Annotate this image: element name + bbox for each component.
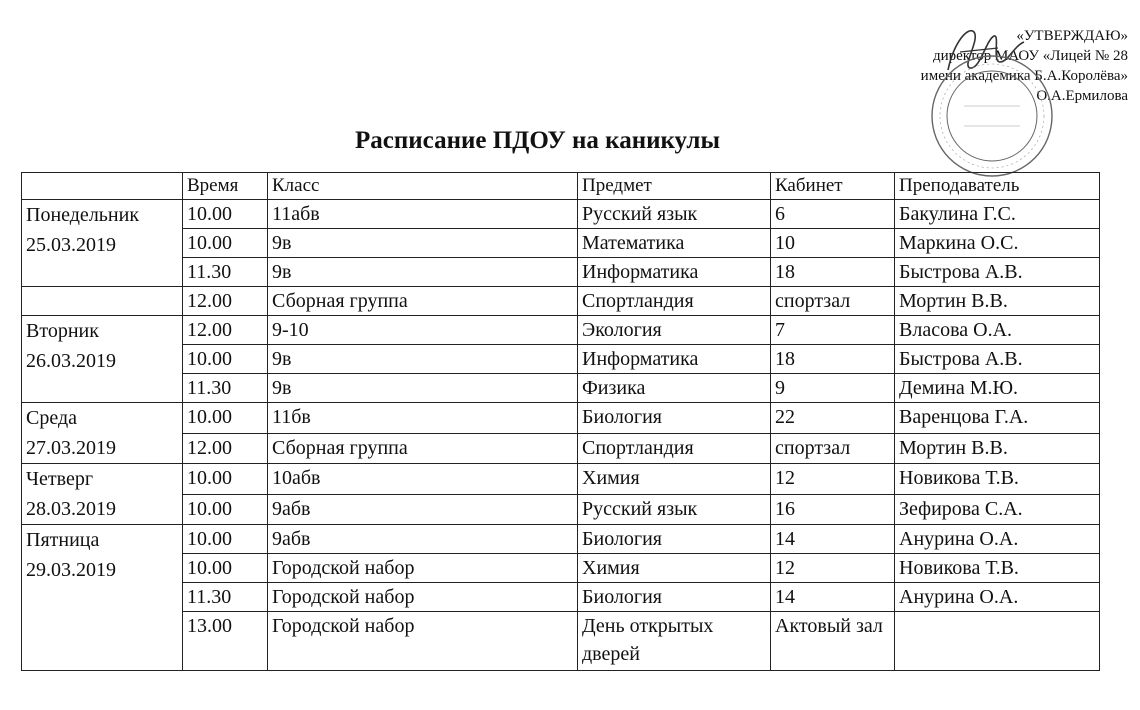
- subject-cell: День открытых дверей: [578, 612, 771, 671]
- class-cell: 10абв: [268, 464, 578, 495]
- day-name: Среда: [26, 407, 78, 429]
- teacher-cell: Зефирова С.А.: [895, 494, 1100, 525]
- header-subject: Предмет: [578, 173, 771, 200]
- subject-cell: Химия: [578, 554, 771, 583]
- schedule-table: [21, 172, 1100, 671]
- room-cell: 6: [771, 200, 895, 229]
- approval-organization: имени академика Б.А.Королёва»: [920, 68, 1128, 84]
- time-cell: 12.00: [183, 433, 268, 464]
- table-row: [22, 258, 1100, 287]
- class-cell: 11бв: [268, 403, 578, 434]
- room-cell: 12: [771, 554, 895, 583]
- header-room: Кабинет: [771, 173, 895, 200]
- approval-title: «УТВЕРЖДАЮ»: [1016, 28, 1128, 44]
- room-cell: спортзал: [771, 433, 895, 464]
- teacher-cell: [895, 612, 1100, 671]
- time-cell: 12.00: [183, 287, 268, 316]
- time-cell: 10.00: [183, 525, 268, 554]
- page-title: Расписание ПДОУ на каникулы: [355, 127, 720, 154]
- table-row: [22, 200, 1100, 229]
- class-cell: 9в: [268, 258, 578, 287]
- table-row: [22, 494, 1100, 525]
- teacher-cell: Анурина О.А.: [895, 525, 1100, 554]
- table-row: [22, 403, 1100, 434]
- room-cell: 16: [771, 494, 895, 525]
- room-cell: спортзал: [771, 287, 895, 316]
- day-date: 25.03.2019: [26, 234, 116, 256]
- teacher-cell: Новикова Т.В.: [895, 464, 1100, 495]
- class-cell: 9абв: [268, 525, 578, 554]
- day-date: 26.03.2019: [26, 350, 116, 372]
- table-row: [22, 374, 1100, 403]
- time-cell: 11.30: [183, 374, 268, 403]
- teacher-cell: Мортин В.В.: [895, 287, 1100, 316]
- subject-cell: Математика: [578, 229, 771, 258]
- table-row: [22, 464, 1100, 495]
- day-cell: [22, 200, 183, 287]
- table-row: [22, 583, 1100, 612]
- table-row: [22, 229, 1100, 258]
- class-cell: Сборная группа: [268, 287, 578, 316]
- room-cell: 9: [771, 374, 895, 403]
- day-date: 27.03.2019: [26, 437, 116, 459]
- stamp-icon: [928, 52, 1056, 180]
- subject-cell: Физика: [578, 374, 771, 403]
- day-cell: [22, 316, 183, 403]
- table-row: [22, 287, 1100, 316]
- table-row: [22, 525, 1100, 554]
- table-row: [22, 345, 1100, 374]
- time-cell: 11.30: [183, 583, 268, 612]
- teacher-cell: Варенцова Г.А.: [895, 403, 1100, 434]
- teacher-cell: Анурина О.А.: [895, 583, 1100, 612]
- header-time: Время: [183, 173, 268, 200]
- day-name: Четверг: [26, 468, 94, 490]
- time-cell: 13.00: [183, 612, 268, 671]
- day-name: Вторник: [26, 320, 99, 342]
- room-cell: 18: [771, 258, 895, 287]
- subject-cell: Биология: [578, 525, 771, 554]
- day-name: Пятница: [26, 529, 100, 551]
- time-cell: 10.00: [183, 403, 268, 434]
- table-row: [22, 612, 1100, 671]
- teacher-cell: Власова О.А.: [895, 316, 1100, 345]
- class-cell: 9в: [268, 229, 578, 258]
- teacher-cell: Демина М.Ю.: [895, 374, 1100, 403]
- time-cell: 10.00: [183, 345, 268, 374]
- class-cell: 9-10: [268, 316, 578, 345]
- teacher-cell: Маркина О.С.: [895, 229, 1100, 258]
- time-cell: 10.00: [183, 494, 268, 525]
- subject-cell: Русский язык: [578, 494, 771, 525]
- class-cell: 9в: [268, 374, 578, 403]
- subject-cell: Экология: [578, 316, 771, 345]
- day-date: 29.03.2019: [26, 559, 116, 581]
- class-cell: Городской набор: [268, 554, 578, 583]
- class-cell: Городской набор: [268, 583, 578, 612]
- subject-cell: Биология: [578, 403, 771, 434]
- room-cell: 7: [771, 316, 895, 345]
- time-cell: 11.30: [183, 258, 268, 287]
- room-cell: 22: [771, 403, 895, 434]
- room-cell: 18: [771, 345, 895, 374]
- approval-position: директор МАОУ «Лицей № 28: [932, 48, 1128, 64]
- teacher-cell: Быстрова А.В.: [895, 345, 1100, 374]
- room-cell: 14: [771, 583, 895, 612]
- teacher-cell: Бакулина Г.С.: [895, 200, 1100, 229]
- day-cell: [22, 464, 183, 525]
- class-cell: 9в: [268, 345, 578, 374]
- subject-cell: Биология: [578, 583, 771, 612]
- room-cell: 14: [771, 525, 895, 554]
- teacher-cell: Новикова Т.В.: [895, 554, 1100, 583]
- time-cell: 12.00: [183, 316, 268, 345]
- time-cell: 10.00: [183, 464, 268, 495]
- header-row: [22, 173, 1100, 200]
- day-cell-empty: [22, 287, 183, 316]
- time-cell: 10.00: [183, 200, 268, 229]
- subject-cell: Химия: [578, 464, 771, 495]
- class-cell: 9абв: [268, 494, 578, 525]
- day-cell: [22, 525, 183, 671]
- teacher-cell: Быстрова А.В.: [895, 258, 1100, 287]
- header-day: [22, 173, 183, 200]
- table-row: [22, 316, 1100, 345]
- teacher-cell: Мортин В.В.: [895, 433, 1100, 464]
- header-teacher: Преподаватель: [895, 173, 1100, 200]
- room-cell: Актовый зал: [771, 612, 895, 671]
- time-cell: 10.00: [183, 229, 268, 258]
- header-class: Класс: [268, 173, 578, 200]
- subject-cell: Информатика: [578, 345, 771, 374]
- subject-cell: Русский язык: [578, 200, 771, 229]
- class-cell: Сборная группа: [268, 433, 578, 464]
- room-cell: 12: [771, 464, 895, 495]
- subject-cell: Спортландия: [578, 287, 771, 316]
- subject-cell: Информатика: [578, 258, 771, 287]
- approval-name: О.А.Ермилова: [1036, 88, 1128, 104]
- table-row: [22, 554, 1100, 583]
- subject-cell: Спортландия: [578, 433, 771, 464]
- day-cell: [22, 403, 183, 464]
- day-name: Понедельник: [26, 204, 140, 226]
- time-cell: 10.00: [183, 554, 268, 583]
- class-cell: 11абв: [268, 200, 578, 229]
- room-cell: 10: [771, 229, 895, 258]
- table-row: [22, 433, 1100, 464]
- day-date: 28.03.2019: [26, 498, 116, 520]
- class-cell: Городской набор: [268, 612, 578, 671]
